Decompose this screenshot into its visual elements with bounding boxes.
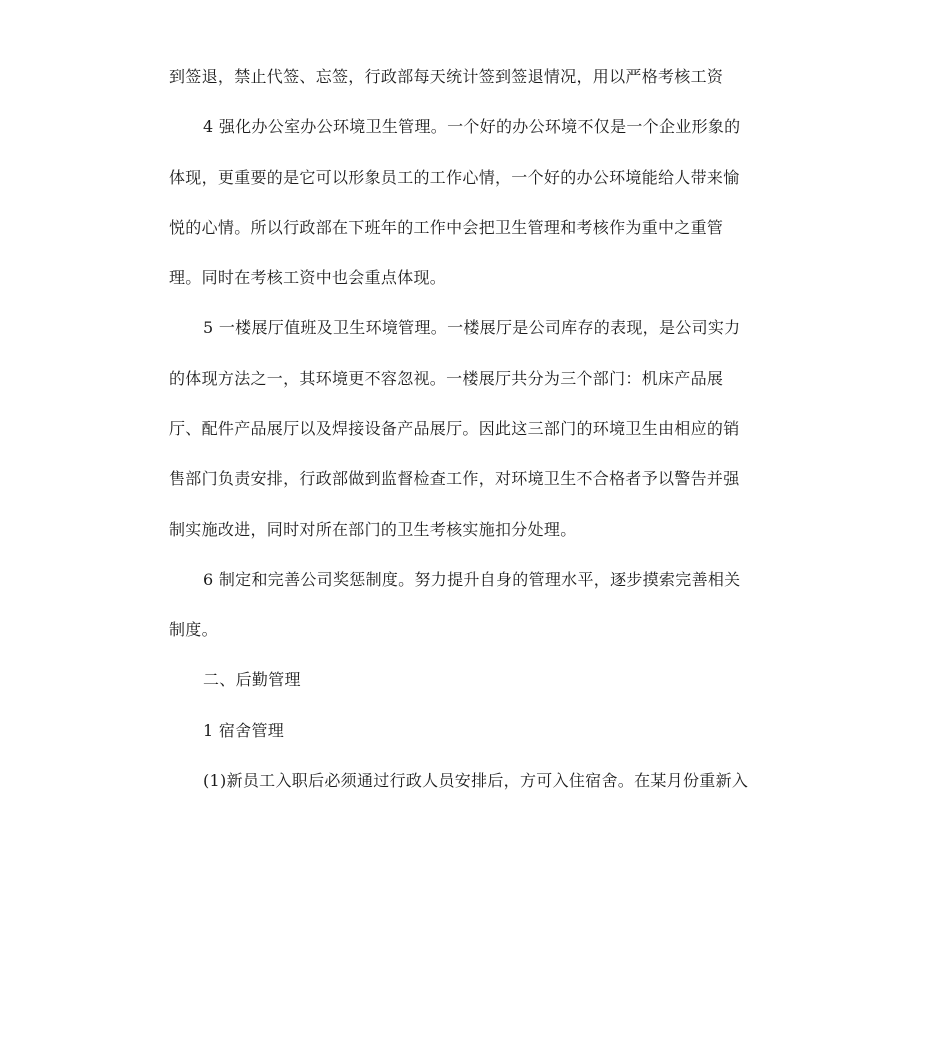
- text-line-8: 厅、配件产品展厅以及焊接设备产品展厅。因此这三部门的环境卫生由相应的销: [169, 419, 740, 438]
- text-line-1: 到签退，禁止代签、忘签，行政部每天统计签到签退情况，用以严格考核工资: [169, 67, 724, 86]
- text-line-4: 悦的心情。所以行政部在下班年的工作中会把卫生管理和考核作为重中之重管: [169, 218, 724, 237]
- text-line-5: 理。同时在考核工资中也会重点体现。: [169, 268, 447, 287]
- text-line-7: 的体现方法之一，其环境更不容忽视。一楼展厅共分为三个部门：机床产品展: [169, 369, 724, 388]
- text-line-3: 体现，更重要的是它可以形象员工的工作心情，一个好的办公环境能给人带来愉: [169, 168, 740, 187]
- text-line-12: 制度。: [169, 620, 218, 639]
- section-heading: 二、后勤管理: [203, 670, 301, 689]
- subsection-heading: 1 宿舍管理: [203, 721, 285, 740]
- text-line-9: 售部门负责安排，行政部做到监督检查工作，对环境卫生不合格者予以警告并强: [169, 469, 740, 488]
- text-line-6: 5 一楼展厅值班及卫生环境管理。一楼展厅是公司库存的表现，是公司实力: [203, 318, 741, 337]
- text-line-10: 制实施改进，同时对所在部门的卫生考核实施扣分处理。: [169, 520, 577, 539]
- text-line-15: (1)新员工入职后必须通过行政人员安排后，方可入住宿舍。在某月份重新入: [203, 771, 749, 790]
- text-line-11: 6 制定和完善公司奖惩制度。努力提升自身的管理水平，逐步摸索完善相关: [203, 570, 741, 589]
- text-line-2: 4 强化办公室办公环境卫生管理。一个好的办公环境不仅是一个企业形象的: [203, 117, 741, 136]
